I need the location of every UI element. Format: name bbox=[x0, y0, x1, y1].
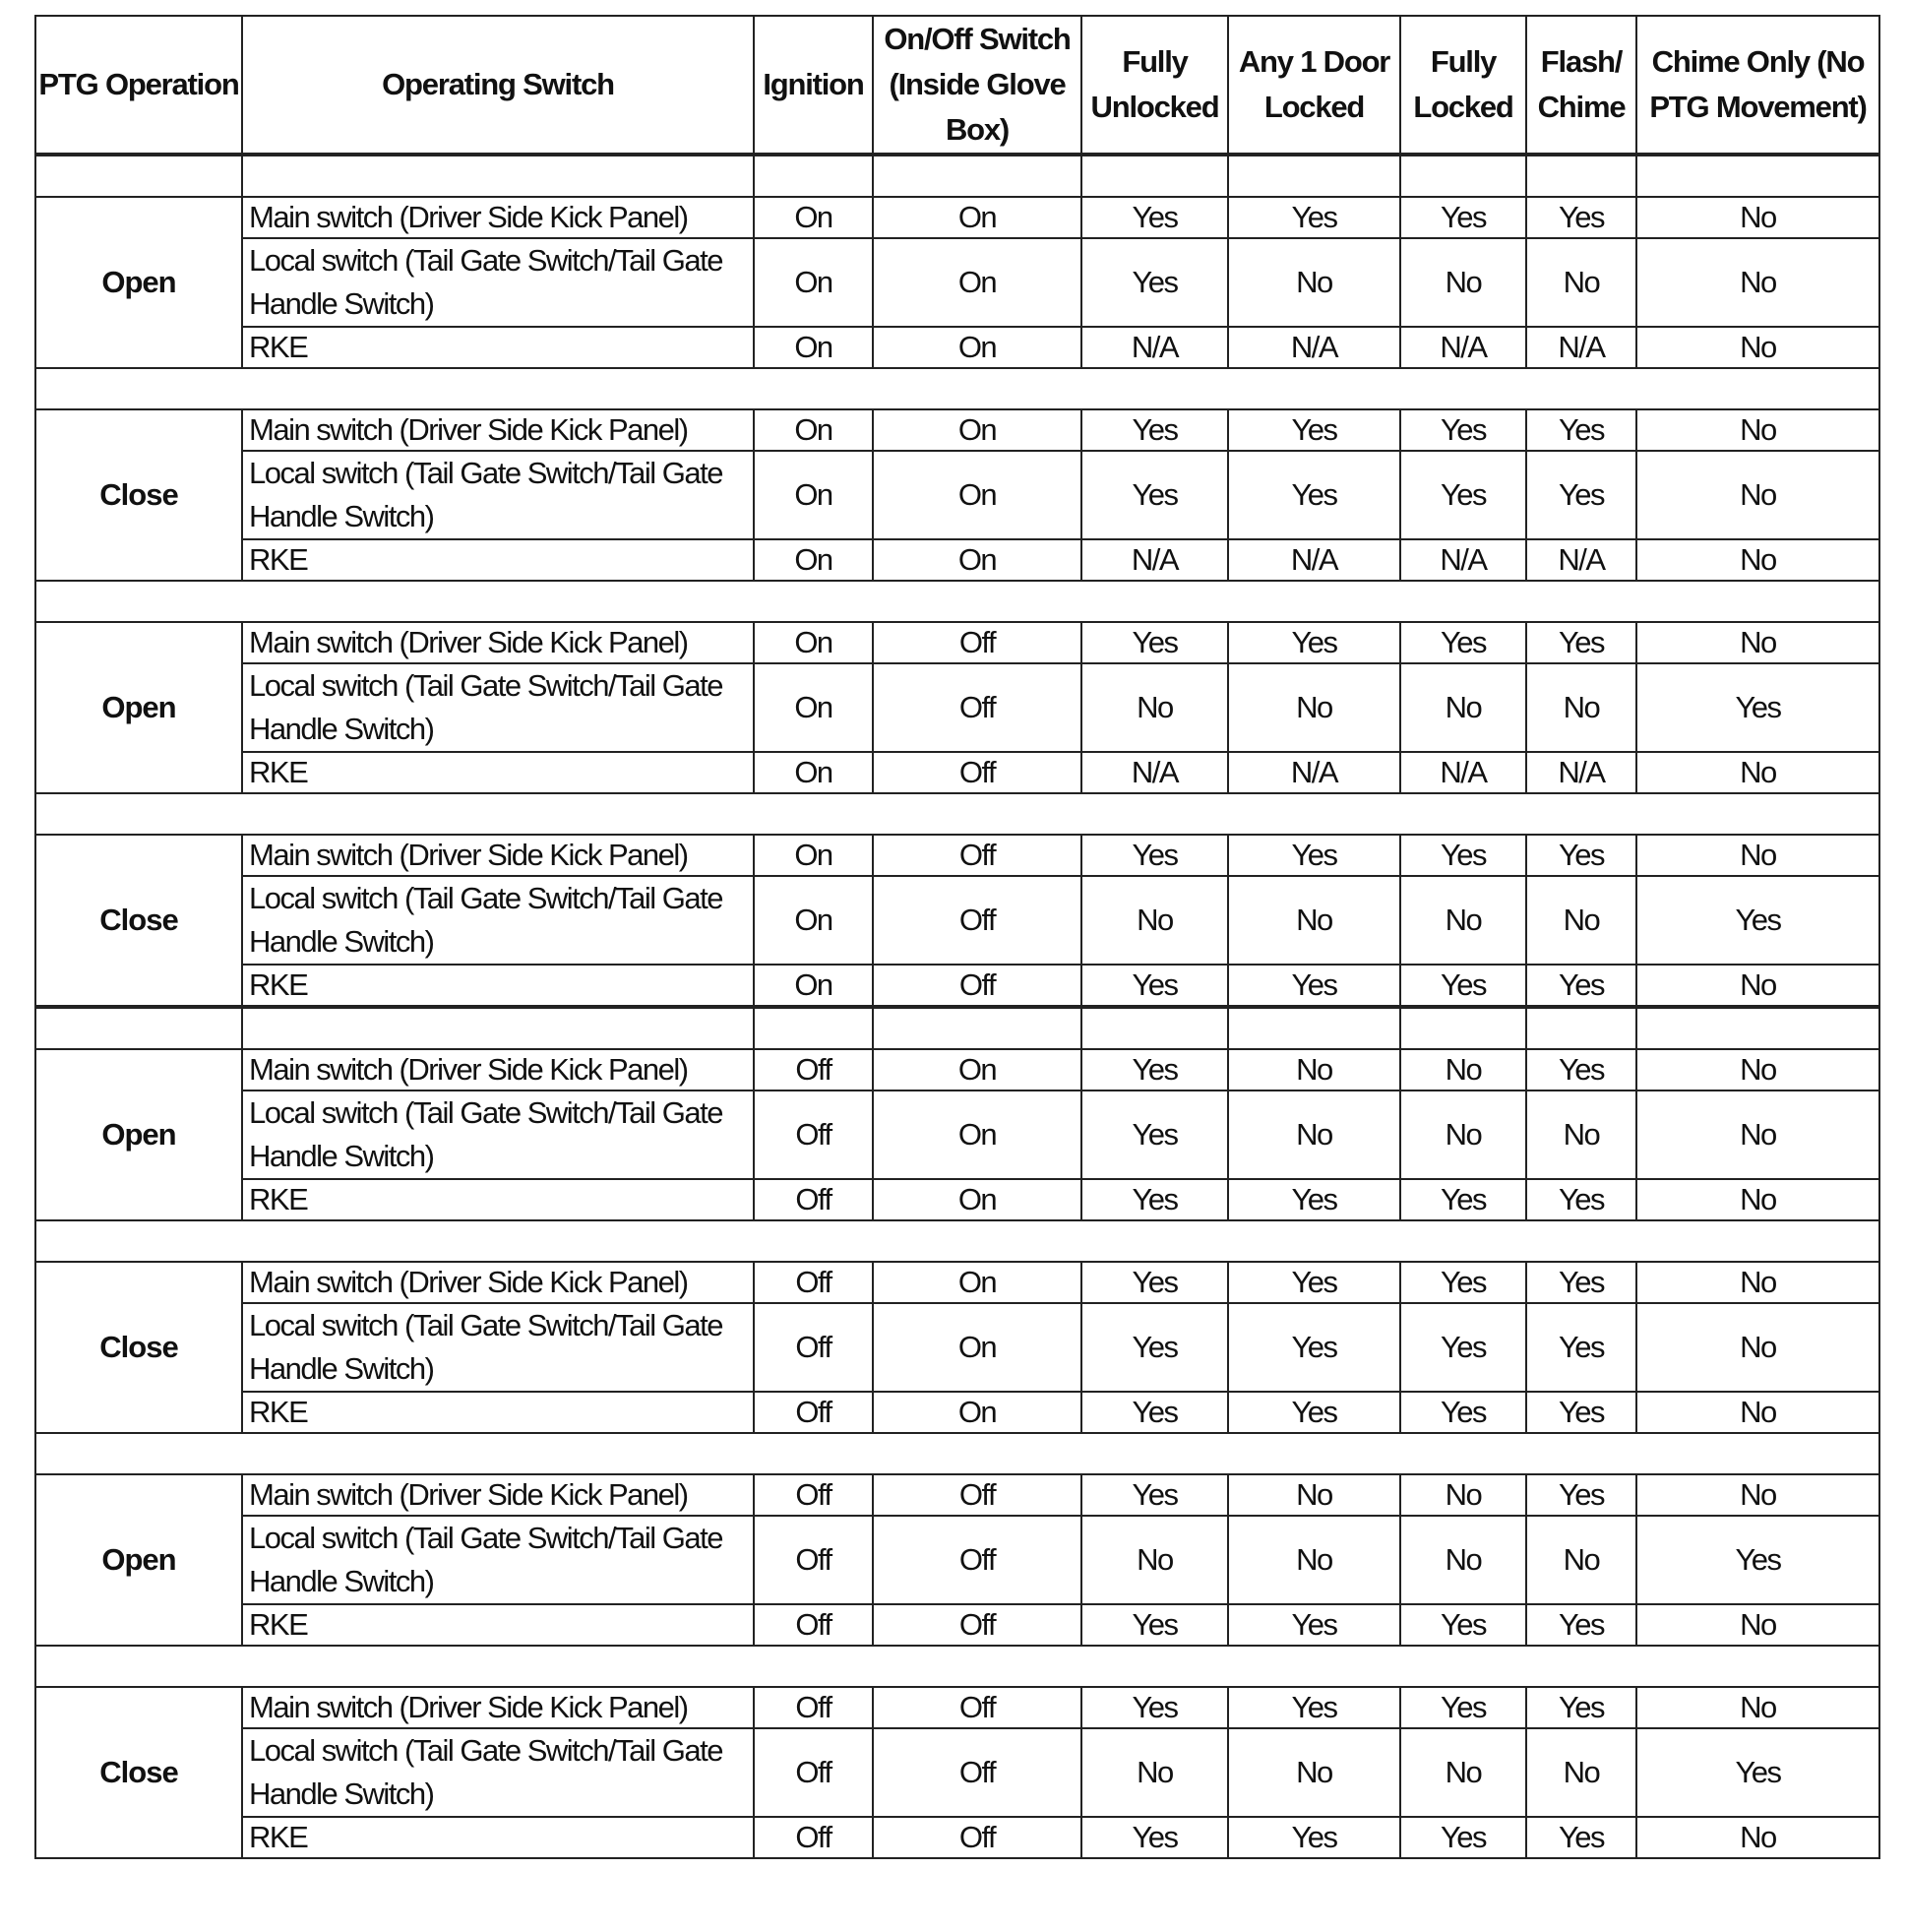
onoff-cell: On bbox=[873, 1262, 1081, 1303]
chime-only-cell: No bbox=[1636, 1604, 1879, 1646]
onoff-cell: Off bbox=[873, 835, 1081, 876]
fully-unlocked-cell: No bbox=[1081, 1728, 1228, 1817]
spacer-cell bbox=[35, 1007, 242, 1049]
any-door-locked-cell: Yes bbox=[1228, 1687, 1400, 1728]
table-row bbox=[35, 1817, 1879, 1858]
fully-unlocked-cell: Yes bbox=[1081, 622, 1228, 663]
spacer-cell bbox=[1228, 155, 1400, 197]
onoff-cell: Off bbox=[873, 965, 1081, 1007]
fully-unlocked-cell: Yes bbox=[1081, 197, 1228, 238]
flash-chime-cell: N/A bbox=[1526, 539, 1636, 581]
ptg-operation-cell: Close bbox=[35, 1687, 242, 1858]
table-row bbox=[35, 1474, 1879, 1516]
onoff-cell: On bbox=[873, 327, 1081, 368]
table-row bbox=[35, 1392, 1879, 1433]
fully-locked-cell: Yes bbox=[1400, 1604, 1526, 1646]
header-ptg-operation: PTG Operation bbox=[35, 16, 242, 155]
onoff-cell: Off bbox=[873, 1474, 1081, 1516]
fully-unlocked-cell: Yes bbox=[1081, 1303, 1228, 1392]
operating-switch-cell: Main switch (Driver Side Kick Panel) bbox=[242, 1474, 754, 1516]
onoff-cell: On bbox=[873, 1091, 1081, 1179]
fully-unlocked-cell: No bbox=[1081, 1516, 1228, 1604]
flash-chime-cell: No bbox=[1526, 1728, 1636, 1817]
operating-switch-cell: Main switch (Driver Side Kick Panel) bbox=[242, 1687, 754, 1728]
ignition-cell: Off bbox=[754, 1262, 873, 1303]
fully-locked-cell: Yes bbox=[1400, 1392, 1526, 1433]
table-row bbox=[35, 1303, 1879, 1392]
fully-locked-cell: N/A bbox=[1400, 539, 1526, 581]
operating-switch-cell: Main switch (Driver Side Kick Panel) bbox=[242, 1262, 754, 1303]
any-door-locked-cell: Yes bbox=[1228, 1303, 1400, 1392]
fully-unlocked-cell: Yes bbox=[1081, 965, 1228, 1007]
fully-unlocked-cell: N/A bbox=[1081, 752, 1228, 793]
ignition-cell: On bbox=[754, 622, 873, 663]
fully-unlocked-cell: No bbox=[1081, 663, 1228, 752]
any-door-locked-cell: Yes bbox=[1228, 965, 1400, 1007]
spacer-row bbox=[35, 1433, 1879, 1474]
flash-chime-cell: Yes bbox=[1526, 197, 1636, 238]
onoff-cell: Off bbox=[873, 1516, 1081, 1604]
flash-chime-cell: N/A bbox=[1526, 752, 1636, 793]
ignition-cell: Off bbox=[754, 1392, 873, 1433]
table-row bbox=[35, 1179, 1879, 1220]
flash-chime-cell: Yes bbox=[1526, 1604, 1636, 1646]
ignition-cell: On bbox=[754, 451, 873, 539]
ptg-operation-cell: Open bbox=[35, 622, 242, 793]
spacer-row bbox=[35, 155, 1879, 197]
fully-locked-cell: No bbox=[1400, 238, 1526, 327]
ignition-cell: On bbox=[754, 876, 873, 965]
ptg-operation-cell: Close bbox=[35, 835, 242, 1007]
table-row bbox=[35, 539, 1879, 581]
operating-switch-cell: Local switch (Tail Gate Switch/Tail Gate Handle Switch) bbox=[242, 663, 754, 752]
ptg-operation-cell: Open bbox=[35, 1049, 242, 1220]
ptg-operation-cell: Close bbox=[35, 1262, 242, 1433]
flash-chime-cell: Yes bbox=[1526, 622, 1636, 663]
any-door-locked-cell: N/A bbox=[1228, 327, 1400, 368]
flash-chime-cell: Yes bbox=[1526, 409, 1636, 451]
header-fully-locked: Fully Locked bbox=[1400, 16, 1526, 155]
fully-unlocked-cell: Yes bbox=[1081, 1392, 1228, 1433]
header-ignition: Ignition bbox=[754, 16, 873, 155]
onoff-cell: Off bbox=[873, 752, 1081, 793]
spacer-cell bbox=[1636, 1007, 1879, 1049]
ptg-operation-table bbox=[34, 15, 1880, 1859]
chime-only-cell: No bbox=[1636, 1303, 1879, 1392]
ignition-cell: On bbox=[754, 539, 873, 581]
any-door-locked-cell: Yes bbox=[1228, 1262, 1400, 1303]
spacer-row bbox=[35, 368, 1879, 409]
spacer-cell bbox=[35, 1646, 1879, 1687]
table-row bbox=[35, 1091, 1879, 1179]
fully-locked-cell: Yes bbox=[1400, 1687, 1526, 1728]
operating-switch-cell: Main switch (Driver Side Kick Panel) bbox=[242, 409, 754, 451]
flash-chime-cell: Yes bbox=[1526, 1049, 1636, 1091]
fully-unlocked-cell: Yes bbox=[1081, 835, 1228, 876]
fully-locked-cell: No bbox=[1400, 876, 1526, 965]
onoff-cell: On bbox=[873, 1392, 1081, 1433]
operating-switch-cell: Local switch (Tail Gate Switch/Tail Gate Handle Switch) bbox=[242, 1728, 754, 1817]
table-row bbox=[35, 1262, 1879, 1303]
operating-switch-cell: Local switch (Tail Gate Switch/Tail Gate Handle Switch) bbox=[242, 876, 754, 965]
fully-unlocked-cell: Yes bbox=[1081, 1604, 1228, 1646]
any-door-locked-cell: N/A bbox=[1228, 752, 1400, 793]
table-row bbox=[35, 238, 1879, 327]
fully-locked-cell: Yes bbox=[1400, 622, 1526, 663]
any-door-locked-cell: Yes bbox=[1228, 622, 1400, 663]
onoff-cell: On bbox=[873, 1179, 1081, 1220]
any-door-locked-cell: No bbox=[1228, 238, 1400, 327]
fully-locked-cell: Yes bbox=[1400, 1303, 1526, 1392]
fully-unlocked-cell: No bbox=[1081, 876, 1228, 965]
onoff-cell: Off bbox=[873, 876, 1081, 965]
table-row bbox=[35, 835, 1879, 876]
any-door-locked-cell: No bbox=[1228, 876, 1400, 965]
fully-unlocked-cell: N/A bbox=[1081, 327, 1228, 368]
operating-switch-cell: Main switch (Driver Side Kick Panel) bbox=[242, 622, 754, 663]
fully-locked-cell: Yes bbox=[1400, 1262, 1526, 1303]
fully-locked-cell: Yes bbox=[1400, 451, 1526, 539]
any-door-locked-cell: Yes bbox=[1228, 1179, 1400, 1220]
spacer-cell bbox=[1400, 1007, 1526, 1049]
spacer-cell bbox=[1400, 155, 1526, 197]
operating-switch-cell: RKE bbox=[242, 1179, 754, 1220]
fully-locked-cell: Yes bbox=[1400, 965, 1526, 1007]
flash-chime-cell: Yes bbox=[1526, 1179, 1636, 1220]
onoff-cell: On bbox=[873, 238, 1081, 327]
fully-unlocked-cell: Yes bbox=[1081, 1179, 1228, 1220]
header-flash-chime: Flash/ Chime bbox=[1526, 16, 1636, 155]
fully-unlocked-cell: Yes bbox=[1081, 1049, 1228, 1091]
ignition-cell: Off bbox=[754, 1049, 873, 1091]
chime-only-cell: Yes bbox=[1636, 663, 1879, 752]
fully-unlocked-cell: Yes bbox=[1081, 451, 1228, 539]
table-row bbox=[35, 965, 1879, 1007]
spacer-cell bbox=[873, 155, 1081, 197]
onoff-cell: On bbox=[873, 1049, 1081, 1091]
flash-chime-cell: No bbox=[1526, 238, 1636, 327]
table-row bbox=[35, 451, 1879, 539]
spacer-cell bbox=[1081, 1007, 1228, 1049]
spacer-row bbox=[35, 1220, 1879, 1262]
operating-switch-cell: Local switch (Tail Gate Switch/Tail Gate Handle Switch) bbox=[242, 1516, 754, 1604]
fully-unlocked-cell: Yes bbox=[1081, 1687, 1228, 1728]
fully-unlocked-cell: Yes bbox=[1081, 1474, 1228, 1516]
ignition-cell: Off bbox=[754, 1179, 873, 1220]
spacer-cell bbox=[35, 581, 1879, 622]
fully-locked-cell: Yes bbox=[1400, 1817, 1526, 1858]
fully-locked-cell: No bbox=[1400, 1516, 1526, 1604]
chime-only-cell: No bbox=[1636, 1687, 1879, 1728]
chime-only-cell: No bbox=[1636, 1091, 1879, 1179]
spacer-cell bbox=[1526, 155, 1636, 197]
operating-switch-cell: RKE bbox=[242, 965, 754, 1007]
fully-unlocked-cell: Yes bbox=[1081, 409, 1228, 451]
onoff-cell: Off bbox=[873, 663, 1081, 752]
fully-locked-cell: No bbox=[1400, 1728, 1526, 1817]
chime-only-cell: No bbox=[1636, 752, 1879, 793]
fully-unlocked-cell: N/A bbox=[1081, 539, 1228, 581]
spacer-cell bbox=[1081, 155, 1228, 197]
chime-only-cell: No bbox=[1636, 965, 1879, 1007]
any-door-locked-cell: Yes bbox=[1228, 835, 1400, 876]
table-row bbox=[35, 409, 1879, 451]
chime-only-cell: No bbox=[1636, 451, 1879, 539]
header-fully-unlocked: Fully Unlocked bbox=[1081, 16, 1228, 155]
any-door-locked-cell: Yes bbox=[1228, 1604, 1400, 1646]
chime-only-cell: No bbox=[1636, 1049, 1879, 1091]
fully-locked-cell: Yes bbox=[1400, 1179, 1526, 1220]
flash-chime-cell: No bbox=[1526, 876, 1636, 965]
table-row bbox=[35, 1687, 1879, 1728]
onoff-cell: On bbox=[873, 539, 1081, 581]
ptg-operation-cell: Close bbox=[35, 409, 242, 581]
spacer-cell bbox=[1228, 1007, 1400, 1049]
flash-chime-cell: Yes bbox=[1526, 835, 1636, 876]
flash-chime-cell: No bbox=[1526, 1516, 1636, 1604]
spacer-cell bbox=[1526, 1007, 1636, 1049]
chime-only-cell: No bbox=[1636, 1474, 1879, 1516]
fully-locked-cell: No bbox=[1400, 663, 1526, 752]
fully-unlocked-cell: Yes bbox=[1081, 1091, 1228, 1179]
chime-only-cell: Yes bbox=[1636, 1728, 1879, 1817]
any-door-locked-cell: N/A bbox=[1228, 539, 1400, 581]
header-chime-only: Chime Only (No PTG Movement) bbox=[1636, 16, 1879, 155]
onoff-cell: On bbox=[873, 197, 1081, 238]
chime-only-cell: No bbox=[1636, 409, 1879, 451]
ptg-operation-cell: Open bbox=[35, 1474, 242, 1646]
any-door-locked-cell: Yes bbox=[1228, 1392, 1400, 1433]
table-row bbox=[35, 1728, 1879, 1817]
chime-only-cell: Yes bbox=[1636, 1516, 1879, 1604]
spacer-cell bbox=[35, 1433, 1879, 1474]
fully-locked-cell: Yes bbox=[1400, 835, 1526, 876]
chime-only-cell: No bbox=[1636, 238, 1879, 327]
chime-only-cell: No bbox=[1636, 1392, 1879, 1433]
operating-switch-cell: RKE bbox=[242, 1817, 754, 1858]
flash-chime-cell: Yes bbox=[1526, 451, 1636, 539]
table-row bbox=[35, 663, 1879, 752]
any-door-locked-cell: No bbox=[1228, 1474, 1400, 1516]
onoff-cell: Off bbox=[873, 1687, 1081, 1728]
spacer-cell bbox=[754, 1007, 873, 1049]
onoff-cell: Off bbox=[873, 1817, 1081, 1858]
header-operating-switch: Operating Switch bbox=[242, 16, 754, 155]
fully-locked-cell: No bbox=[1400, 1091, 1526, 1179]
any-door-locked-cell: No bbox=[1228, 663, 1400, 752]
flash-chime-cell: Yes bbox=[1526, 1817, 1636, 1858]
table-row bbox=[35, 327, 1879, 368]
operating-switch-cell: Local switch (Tail Gate Switch/Tail Gate Handle Switch) bbox=[242, 1091, 754, 1179]
chime-only-cell: No bbox=[1636, 539, 1879, 581]
operating-switch-cell: RKE bbox=[242, 327, 754, 368]
any-door-locked-cell: Yes bbox=[1228, 197, 1400, 238]
header-onoff-switch: On/Off Switch (Inside Glove Box) bbox=[873, 16, 1081, 155]
ignition-cell: Off bbox=[754, 1687, 873, 1728]
onoff-cell: Off bbox=[873, 622, 1081, 663]
chime-only-cell: No bbox=[1636, 1179, 1879, 1220]
onoff-cell: On bbox=[873, 1303, 1081, 1392]
ignition-cell: On bbox=[754, 327, 873, 368]
table-row bbox=[35, 876, 1879, 965]
spacer-cell bbox=[242, 1007, 754, 1049]
table-row bbox=[35, 622, 1879, 663]
spacer-cell bbox=[1636, 155, 1879, 197]
table-row bbox=[35, 752, 1879, 793]
spacer-row bbox=[35, 1007, 1879, 1049]
spacer-cell bbox=[754, 155, 873, 197]
chime-only-cell: No bbox=[1636, 327, 1879, 368]
any-door-locked-cell: Yes bbox=[1228, 451, 1400, 539]
ignition-cell: Off bbox=[754, 1091, 873, 1179]
flash-chime-cell: Yes bbox=[1526, 1392, 1636, 1433]
flash-chime-cell: N/A bbox=[1526, 327, 1636, 368]
ignition-cell: Off bbox=[754, 1604, 873, 1646]
chime-only-cell: No bbox=[1636, 1262, 1879, 1303]
flash-chime-cell: Yes bbox=[1526, 1262, 1636, 1303]
fully-unlocked-cell: Yes bbox=[1081, 1262, 1228, 1303]
table-row bbox=[35, 197, 1879, 238]
operating-switch-cell: Main switch (Driver Side Kick Panel) bbox=[242, 197, 754, 238]
fully-unlocked-cell: Yes bbox=[1081, 1817, 1228, 1858]
flash-chime-cell: No bbox=[1526, 1091, 1636, 1179]
header-any-door-locked: Any 1 Door Locked bbox=[1228, 16, 1400, 155]
ptg-operation-cell: Open bbox=[35, 197, 242, 368]
onoff-cell: Off bbox=[873, 1728, 1081, 1817]
ignition-cell: On bbox=[754, 197, 873, 238]
chime-only-cell: No bbox=[1636, 835, 1879, 876]
onoff-cell: Off bbox=[873, 1604, 1081, 1646]
ignition-cell: Off bbox=[754, 1474, 873, 1516]
operating-switch-cell: Local switch (Tail Gate Switch/Tail Gate Handle Switch) bbox=[242, 451, 754, 539]
spacer-cell bbox=[35, 793, 1879, 835]
any-door-locked-cell: No bbox=[1228, 1516, 1400, 1604]
operating-switch-cell: Main switch (Driver Side Kick Panel) bbox=[242, 835, 754, 876]
chime-only-cell: Yes bbox=[1636, 876, 1879, 965]
fully-unlocked-cell: Yes bbox=[1081, 238, 1228, 327]
spacer-row bbox=[35, 581, 1879, 622]
table-row bbox=[35, 1049, 1879, 1091]
any-door-locked-cell: Yes bbox=[1228, 409, 1400, 451]
fully-locked-cell: No bbox=[1400, 1474, 1526, 1516]
any-door-locked-cell: No bbox=[1228, 1091, 1400, 1179]
flash-chime-cell: Yes bbox=[1526, 1303, 1636, 1392]
spacer-cell bbox=[35, 155, 242, 197]
onoff-cell: On bbox=[873, 451, 1081, 539]
operating-switch-cell: Local switch (Tail Gate Switch/Tail Gate Handle Switch) bbox=[242, 238, 754, 327]
chime-only-cell: No bbox=[1636, 1817, 1879, 1858]
flash-chime-cell: Yes bbox=[1526, 1687, 1636, 1728]
fully-locked-cell: N/A bbox=[1400, 752, 1526, 793]
flash-chime-cell: Yes bbox=[1526, 965, 1636, 1007]
ignition-cell: On bbox=[754, 752, 873, 793]
operating-switch-cell: RKE bbox=[242, 752, 754, 793]
spacer-row bbox=[35, 1646, 1879, 1687]
flash-chime-cell: Yes bbox=[1526, 1474, 1636, 1516]
operating-switch-cell: RKE bbox=[242, 539, 754, 581]
ignition-cell: On bbox=[754, 238, 873, 327]
fully-locked-cell: Yes bbox=[1400, 409, 1526, 451]
spacer-cell bbox=[242, 155, 754, 197]
chime-only-cell: No bbox=[1636, 197, 1879, 238]
fully-locked-cell: No bbox=[1400, 1049, 1526, 1091]
ignition-cell: On bbox=[754, 663, 873, 752]
any-door-locked-cell: Yes bbox=[1228, 1817, 1400, 1858]
table-row bbox=[35, 1516, 1879, 1604]
spacer-cell bbox=[35, 368, 1879, 409]
fully-locked-cell: Yes bbox=[1400, 197, 1526, 238]
table-row bbox=[35, 1604, 1879, 1646]
ignition-cell: Off bbox=[754, 1516, 873, 1604]
ignition-cell: Off bbox=[754, 1303, 873, 1392]
chime-only-cell: No bbox=[1636, 622, 1879, 663]
any-door-locked-cell: No bbox=[1228, 1049, 1400, 1091]
header-row bbox=[35, 16, 1879, 155]
fully-locked-cell: N/A bbox=[1400, 327, 1526, 368]
ignition-cell: On bbox=[754, 409, 873, 451]
operating-switch-cell: Main switch (Driver Side Kick Panel) bbox=[242, 1049, 754, 1091]
operating-switch-cell: RKE bbox=[242, 1604, 754, 1646]
ignition-cell: Off bbox=[754, 1728, 873, 1817]
operating-switch-cell: RKE bbox=[242, 1392, 754, 1433]
onoff-cell: On bbox=[873, 409, 1081, 451]
flash-chime-cell: No bbox=[1526, 663, 1636, 752]
ignition-cell: Off bbox=[754, 1817, 873, 1858]
spacer-cell bbox=[873, 1007, 1081, 1049]
spacer-cell bbox=[35, 1220, 1879, 1262]
spacer-row bbox=[35, 793, 1879, 835]
ignition-cell: On bbox=[754, 965, 873, 1007]
any-door-locked-cell: No bbox=[1228, 1728, 1400, 1817]
operating-switch-cell: Local switch (Tail Gate Switch/Tail Gate Handle Switch) bbox=[242, 1303, 754, 1392]
ignition-cell: On bbox=[754, 835, 873, 876]
